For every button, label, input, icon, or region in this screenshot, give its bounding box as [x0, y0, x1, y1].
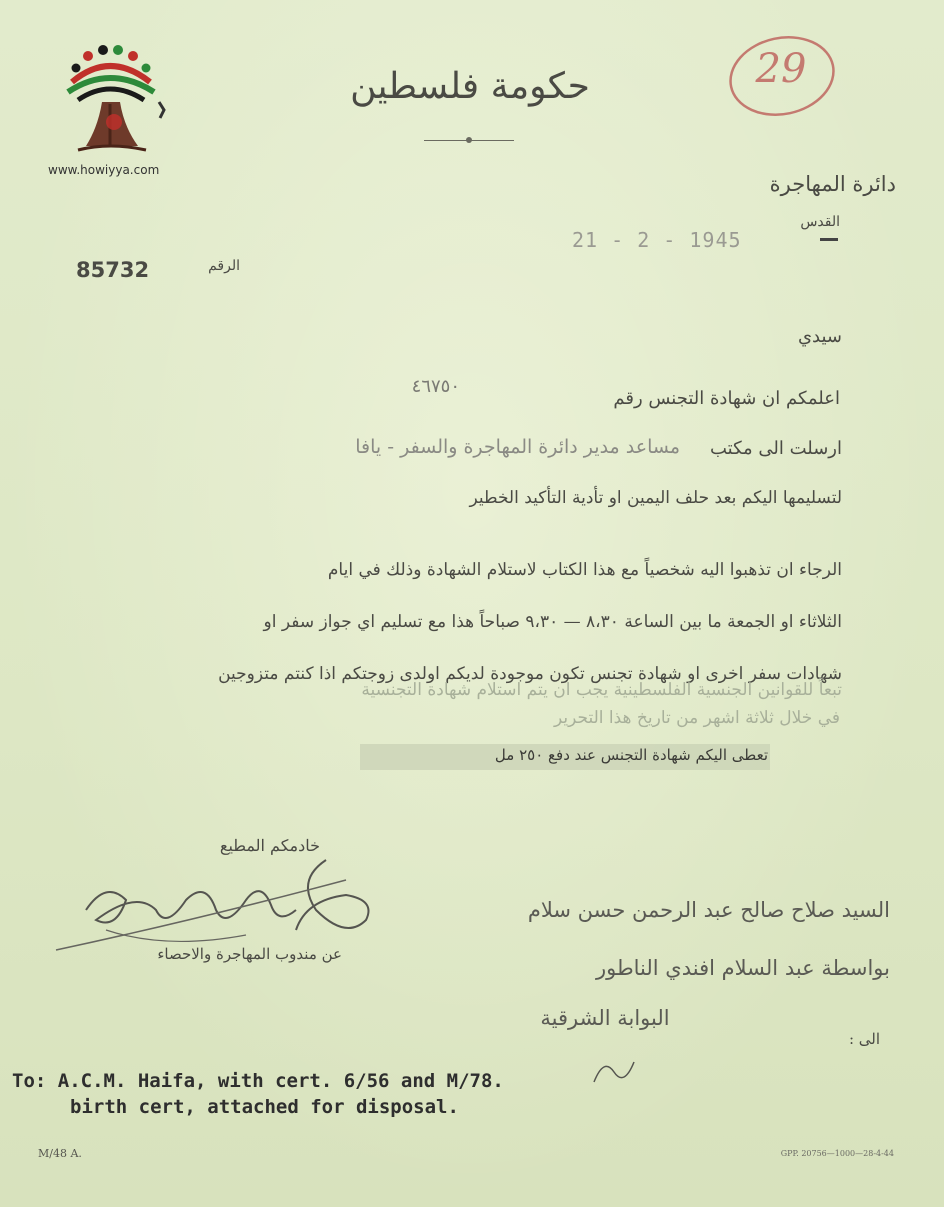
fee-note: تعطى اليكم شهادة التجنس عند دفع ٢٥٠ مل: [494, 746, 768, 764]
salutation: سيدي: [797, 326, 842, 347]
department-name: دائرة المهاجرة: [769, 172, 896, 196]
city-underline: [820, 238, 838, 241]
body-paragraph-line-1: الرجاء ان تذهبوا اليه شخصياً مع هذا الكتاب لاستلام الشهادة وذلك في ايام: [327, 560, 842, 580]
closing-phrase: خادمكم المطيع: [219, 836, 320, 855]
recipient-via: بواسطة عبد السلام افندي الناطور: [595, 956, 890, 980]
logo-url: www.howiyya.com: [48, 163, 160, 177]
typed-annotation-line-1: To: A.C.M. Haifa, with cert. 6/56 and M/78.: [12, 1070, 504, 1092]
printer-code: GPP. 20756—1000—28-4-44: [780, 1149, 894, 1158]
form-number: M/48 A.: [38, 1147, 82, 1160]
margin-tick-mark: [156, 100, 166, 120]
body-paragraph-line-3: شهادات سفر اخرى او شهادة تجنس تكون موجودة لديكم اولدى زوجتكم اذا كنتم متزوجين: [218, 664, 842, 684]
date-stamp: 21 - 2 - 1945: [572, 228, 742, 252]
body-paragraph-line-2: الثلاثاء او الجمعة ما بين الساعة ٨،٣٠ — ٩،٣٠ صباحاً هذا مع تسليم اي جواز سفر او: [263, 612, 842, 632]
folio-number: 29: [755, 46, 807, 92]
office-name-typed: مساعد مدير دائرة المهاجرة والسفر - يافا: [355, 436, 680, 458]
reference-number: 85732: [76, 258, 150, 282]
handwritten-scribble: [584, 1052, 644, 1092]
overprinted-notice-line-1: تبعاً للقوانين الجنسية الفلسطينية يجب ان يتم استلام شهادة التجنسية: [361, 680, 842, 700]
overprinted-notice-line-2: في خلال ثلاثة اشهر من تاريخ هذا التحرير: [553, 708, 840, 728]
title-divider-dot: [466, 137, 472, 143]
typed-annotation-line-2: birth cert, attached for disposal.: [70, 1096, 459, 1118]
certificate-number: ٤٦٧٥٠: [411, 376, 460, 397]
recipient-place: البوابة الشرقية: [540, 1006, 670, 1030]
howiyya-logo: [58, 42, 168, 162]
letter-line-2-label: ارسلت الى مكتب: [709, 438, 842, 459]
city-name: القدس: [800, 214, 840, 230]
signatory-title: عن مندوب المهاجرة والاحصاء: [157, 945, 342, 963]
recipient-name: السيد صلاح صالح عبد الرحمن حسن سلام: [527, 898, 890, 922]
to-label: الى :: [848, 1030, 880, 1048]
government-title: حكومة فلسطين: [350, 66, 590, 107]
reference-label: الرقم: [208, 258, 240, 274]
letter-line-1: اعلمكم ان شهادة التجنس رقم: [613, 388, 840, 409]
letter-line-3: لتسليمها اليكم بعد حلف اليمين او تأدية التأكيد الخطير: [469, 488, 842, 508]
